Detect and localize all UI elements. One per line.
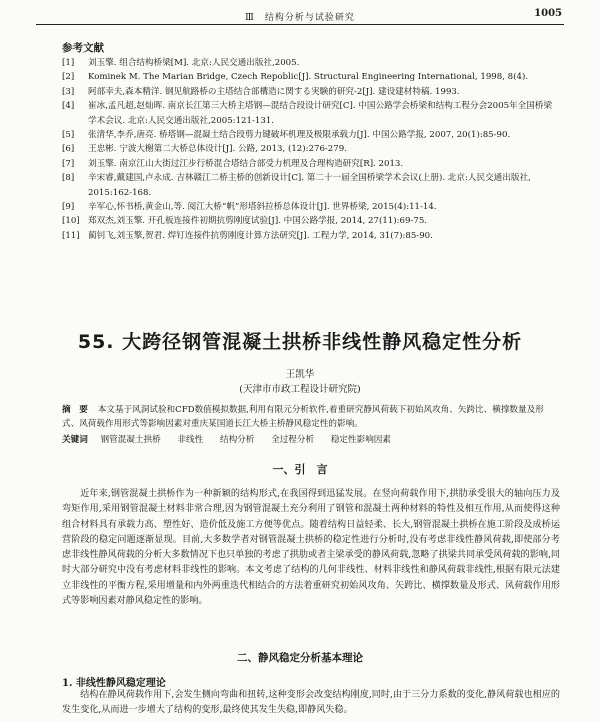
keyword: 非线性: [177, 435, 204, 445]
reference-text: 刘玉擎. 组合结构桥梁[M]. 北京:人民交通出版社,2005.: [88, 58, 300, 68]
reference-text: 蔺钊飞,刘玉擎,贺君. 焊钉连接件抗剪刚度计算方法研究[J]. 工程力学, 2014, 31(7):85-90.: [88, 230, 433, 241]
reference-number: [10]: [62, 216, 80, 227]
reference-item: [62, 56, 560, 70]
reference-text: 郑双杰,刘玉擎. 开孔板连接件初期抗剪刚度试验[J]. 中国公路学报, 2014, 27(11):69-75.: [88, 216, 428, 227]
reference-item: [62, 85, 560, 99]
abstract-label: 摘 要: [62, 405, 88, 415]
page-number: 1005: [534, 8, 562, 19]
reference-text: 辛宋睿,戴建国,卢永成. 吉林赣江二桥主桥的创新设计[C]. 第二十一届全国桥梁学术会议(上册). 北京:人民交通出版社, 2015:162-168.: [88, 173, 531, 198]
reference-number: [5]: [62, 130, 75, 141]
reference-item: [62, 142, 560, 156]
reference-number: [4]: [62, 101, 75, 112]
reference-number: [8]: [62, 173, 75, 184]
running-header: [36, 8, 564, 25]
section-heading-introduction: 一、引 言: [272, 463, 328, 476]
abstract: [62, 404, 560, 431]
reference-text: 辛军心,怀书桥,黄金山,等. 阅江大桥“帆”形塔斜拉桥总体设计[J]. 世界桥梁, 2015(4):11-14.: [88, 202, 437, 213]
reference-item: [62, 99, 560, 128]
reference-item: [62, 200, 560, 214]
keyword: 结构分析: [219, 435, 255, 445]
reference-text: 王忠彬. 宁波大榭第二大桥总体设计[J]. 公路, 2013, (12):276-279.: [88, 144, 347, 155]
reference-number: [11]: [62, 230, 80, 241]
introduction-paragraph: 近年来,钢管混凝土拱桥作为一种新颖的结构形式,在我国得到迅猛发展。在竖向荷载作用下,拱肋承受很大的轴向压力及弯矩作用,采用钢管混凝土材料非常合理,因为钢管混凝土充分利用了钢管和混凝土两种材料的特性及相互作用,从而使得这种组合材料具有承载力高、塑性好、造价低及施工方便等优点。随着结构日益轻柔、长大,钢管混凝土拱桥在施工阶段及成桥运营阶段的稳定问题逐渐显现。目前,大多数学者对钢管混凝土拱桥的稳定性进行分析时,没有考虑非线性静风荷载,即使部分考虑非线性静风荷载的分析大多数情况下也只单独的考虑了拱肋或者主梁承受的静风荷载,忽略了拱梁共同承受风荷载的影响,同时大部分研究中没有考虑材料非线性的影响。本文考虑了结构的几何非线性、材料非线性和静风荷载非线性,根据有限元法建立非线性的平衡方程,采用增量和内外两重迭代相结合的方法着重研究初始风攻角、矢跨比、横撑数量及形式、风荷载作用形式等影响因素对静风稳定性的影响。: [62, 489, 560, 607]
subsection-heading: 1. 非线性静风稳定理论: [62, 678, 166, 689]
reference-text: 崔冰,孟凡超,赵灿晖. 南京长江第三大桥主塔钢—混结合段设计研究[C]. 中国公路学会桥梁和结构工程分会2005年全国桥梁学术会议. 北京:人民交通出版社,2005:121-131.: [88, 101, 553, 126]
reference-item: [62, 128, 560, 142]
reference-item: [62, 171, 560, 200]
theory-paragraph: 结构在静风荷载作用下,会发生侧向弯曲和扭转,这种变形会改变结构刚度,同时,由于三分力系数的变化,静风荷载也相应的发生变化,从而进一步增大了结构的变形,最终使其发生失稳,即静风失稳。: [62, 690, 560, 715]
author-affiliation: (天津市市政工程设计研究院): [239, 384, 361, 395]
keywords: [62, 433, 560, 445]
keywords-label: 关键词: [62, 435, 88, 445]
reference-number: [2]: [62, 72, 75, 83]
reference-number: [1]: [62, 58, 75, 68]
references-heading: 参考文献: [62, 42, 104, 54]
reference-item: [62, 70, 560, 84]
section-heading-theory: 二、静风稳定分析基本理论: [237, 652, 363, 664]
reference-number: [7]: [62, 158, 75, 169]
reference-text: 张清华,李乔,唐亮. 桥塔钢—混凝土结合段剪力键破坏机理及极限承载力[J]. 中国公路学报, 2007, 20(1):85-90.: [88, 130, 511, 141]
keyword: 稳定性影响因素: [330, 435, 391, 445]
reference-number: [9]: [62, 202, 75, 213]
reference-number: [6]: [62, 144, 75, 155]
reference-item: [62, 157, 560, 171]
reference-item: [62, 214, 560, 228]
reference-text: 阿部幸夫,森本精洋. 钢见航路桥の主塔结合部構造に関する実験的研究-2[J]. 建设建材特稿. 1993.: [88, 86, 460, 97]
keyword: 全过程分析: [271, 435, 315, 445]
author-name: 王凯华: [285, 369, 315, 380]
reference-list: [62, 56, 560, 243]
keyword: 钢管混凝土拱桥: [100, 435, 161, 445]
reference-item: [62, 229, 560, 243]
reference-number: [3]: [62, 86, 75, 97]
reference-text: 刘玉擎. 南京江山大街过江步行桥混合塔结合部受力机理及合理构造研究[R]. 2013.: [88, 158, 404, 169]
abstract-text: 本文基于风洞试验和CFD数值模拟数据,利用有限元分析软件,着重研究静风荷载下初始风攻角、矢跨比、横撑数量及形式、风荷载作用形式等影响因素对重庆某国道长江大桥主桥静风稳定性的影响。: [62, 405, 544, 429]
paper-title: 55. 大跨径钢管混凝土拱桥非线性静风稳定性分析: [77, 331, 523, 353]
reference-text: Kominek M. The Marian Bridge, Czech Repoblic[J]. Structural Engineering International, 1998, 8(4).: [88, 72, 529, 83]
running-title: Ⅲ 结构分析与试验研究: [245, 13, 355, 23]
